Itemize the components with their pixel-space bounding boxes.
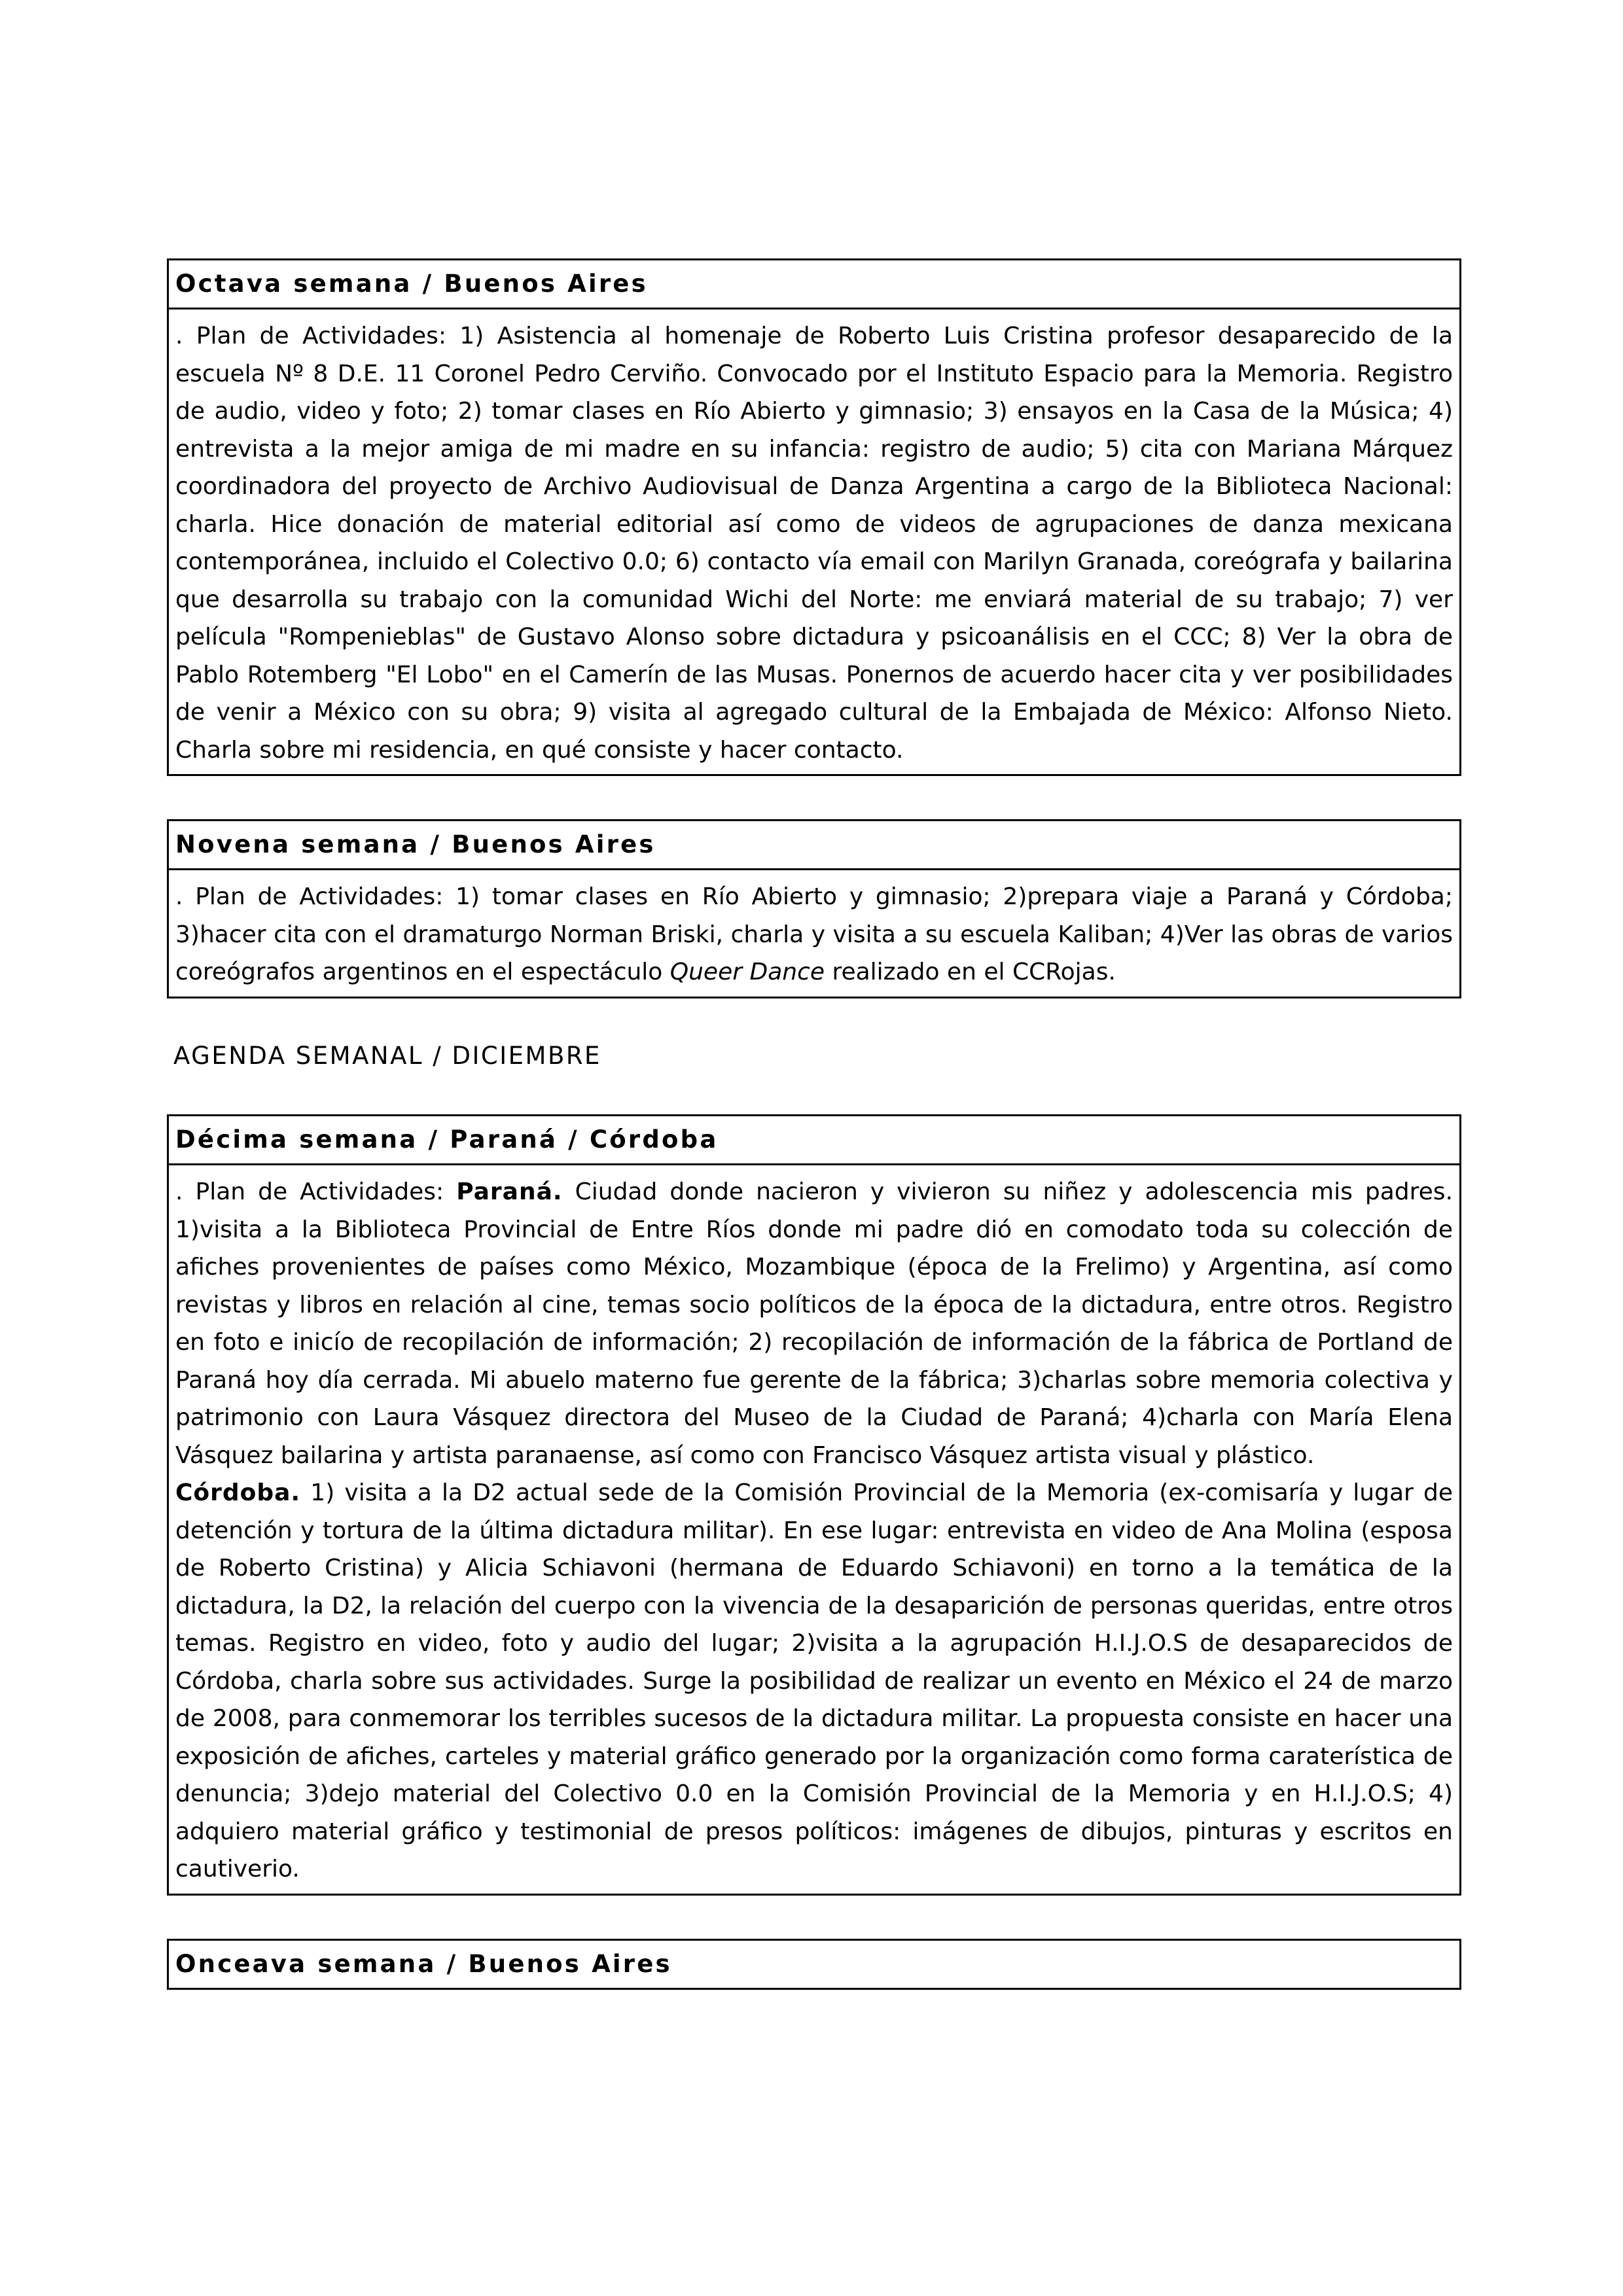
week-8-text: . Plan de Actividades: 1) Asistencia al homenaje de Roberto Luis Cristina profesor desaparecido de la escuela Nº 8 D.E. 11 Coronel Pedro Cerviño. Convocado por el Instituto Espacio para la Memoria. Registro de audio, video y foto; 2) tomar clases en Río Abierto y gimnasio; 3) ensayos en la Casa de la Música; 4) entrevista a la mejor amiga de mi madre en su infancia: registro de audio; 5) cita con Mariana Márquez coordinadora del proyecto de Archivo Audiovisual de Danza Argentina a cargo de la Biblioteca Nacional: charla. Hice donación de material editorial así como de videos de agrupaciones de danza mexicana contemporánea, incluido el Colectivo 0.0; 6) contacto vía email con Marilyn Granada, coreógrafa y bailarina que desarrolla su trabajo con la comunidad Wichi del Norte: me enviará material de su trabajo; 7) ver película "Rompenieblas" de Gustavo Alonso sobre dictadura y psicoanálisis en el CCC; 8) Ver la obra de Pablo Rotemberg "El Lobo" en el Camerín de las Musas. Ponernos de acuerdo hacer cita y ver posibilidades de venir a México con su obra; 9) visita al agregado cultural de la Embajada de México: Alfonso Nieto. Charla sobre mi residencia, en qué consiste y hacer contacto. <box>175 323 1453 764</box>
week-8-body <box>169 308 1459 774</box>
cordoba-heading: Córdoba. <box>175 1479 301 1506</box>
week-9-italic-title: Queer Dance <box>669 959 825 985</box>
week-8-table <box>167 258 1461 776</box>
week-10-body <box>169 1163 1459 1894</box>
week-10-header: Décima semana / Paraná / Córdoba <box>175 1125 719 1154</box>
week-9-text <box>175 878 1453 991</box>
week-9-header: Novena semana / Buenos Aires <box>175 830 656 858</box>
week-10-table <box>167 1114 1461 1896</box>
week-10-parana-paragraph <box>175 1173 1453 1474</box>
week-10-prefix: . Plan de Actividades: <box>175 1178 457 1205</box>
week-9-body <box>169 868 1459 997</box>
week-11-table <box>167 1939 1461 1990</box>
week-10-cordoba-paragraph <box>175 1474 1453 1888</box>
week-9-text-end: realizado en el CCRojas. <box>825 959 1116 985</box>
section-title: AGENDA SEMANAL / DICIEMBRE <box>173 1042 601 1070</box>
week-9-text-start: . Plan de Actividades: 1) tomar clases en Río Abierto y gimnasio; 2)prepara viaje a Paraná y Córdoba; 3)hacer cita con el dramaturgo Norman Briski, charla y visita a su escuela Kaliban; 4)Ver las obras de varios coreógrafos argentinos en el espectáculo <box>175 883 1453 985</box>
week-11-header: Onceava semana / Buenos Aires <box>175 1950 672 1978</box>
cordoba-text: 1) visita a la D2 actual sede de la Comisión Provincial de la Memoria (ex-comisaría y lugar de detención y tortura de la última dictadura militar). En ese lugar: entrevista en video de Ana Molina (esposa de Roberto Cristina) y Alicia Schiavoni (hermana de Eduardo Schiavoni) en torno a la temática de la dictadura, la D2, la relación del cuerpo con la vivencia de la desaparición de personas queridas, entre otros temas. Registro en video, foto y audio del lugar; 2)visita a la agrupación H.I.J.O.S de desaparecidos de Córdoba, charla sobre sus actividades. Surge la posibilidad de realizar un evento en México el 24 de marzo de 2008, para conmemorar los terribles sucesos de la dictadura militar. La propuesta consiste en hacer una exposición de afiches, carteles y material gráfico generado por la organización como forma caraterística de denuncia; 3)dejo material del Colectivo 0.0 en la Comisión Provincial de la Memoria y en H.I.J.O.S; 4) adquiero material gráfico y testimonial de presos políticos: imágenes de dibujos, pinturas y escritos en cautiverio. <box>175 1479 1453 1882</box>
parana-text: Ciudad donde nacieron y vivieron su niñez y adolescencia mis padres. 1)visita a la Biblioteca Provincial de Entre Ríos donde mi padre dió en comodato toda su colección de afiches provenientes de países como México, Mozambique (época de la Frelimo) y Argentina, así como revistas y libros en relación al cine, temas socio políticos de la época de la dictadura, entre otros. Registro en foto e inicío de recopilación de información; 2) recopilación de información de la fábrica de Portland de Paraná hoy día cerrada. Mi abuelo materno fue gerente de la fábrica; 3)charlas sobre memoria colectiva y patrimonio con Laura Vásquez directora del Museo de la Ciudad de Paraná; 4)charla con María Elena Vásquez bailarina y artista paranaense, así como con Francisco Vásquez artista visual y plástico. <box>175 1178 1454 1469</box>
week-8-header: Octava semana / Buenos Aires <box>175 270 648 298</box>
parana-heading: Paraná. <box>456 1178 563 1205</box>
week-9-table <box>167 819 1461 998</box>
